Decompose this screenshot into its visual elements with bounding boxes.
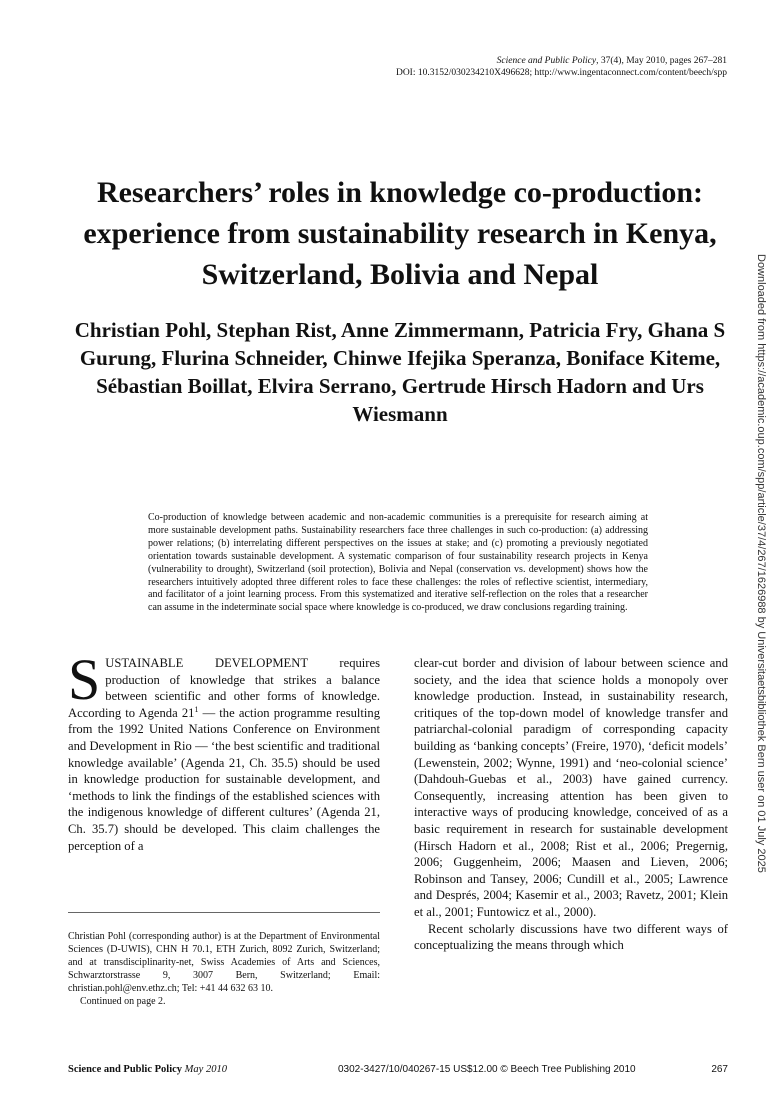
footer-issn: 0302-3427/10/040267-15 US$12.00 © Beech Tree Publishing 2010 — [338, 1064, 636, 1075]
doi-line: DOI: 10.3152/030234210X496628; http://www.ingentaconnect.com/content/beech/spp — [395, 68, 727, 78]
intro-small-caps: USTAINABLE DEVELOPMENT — [105, 656, 308, 670]
page-footer — [68, 1064, 728, 1078]
author-list: Christian Pohl, Stephan Rist, Anne Zimmermann, Patricia Fry, Ghana S Gurung, Flurina Schneider, Chinwe Ifejika Speranza, Boniface Kiteme, Sébastian Boillat, Elvira Serrano, Gertrude Hirsch Hadorn and Urs Wiesmann — [74, 318, 726, 426]
header-journal: Science and Public Policy — [496, 56, 597, 66]
header-citation: , 37(4), May 2010, pages 267–281 — [596, 56, 727, 66]
page-number: 267 — [711, 1064, 728, 1075]
footer-journal — [68, 1064, 227, 1075]
body-column-left — [68, 647, 380, 854]
footer-date: May 2010 — [184, 1064, 227, 1075]
footnote-continued: Continued on page 2. — [80, 996, 166, 1007]
body-column-right — [414, 655, 728, 954]
running-header — [396, 55, 727, 79]
download-watermark-text: Downloaded from https://academic.oup.com/spp/article/37/4/267/1626988 by Universitaetsbibliothek Bern user on 01 July 2025 — [755, 254, 767, 873]
citation-line — [396, 55, 727, 67]
author-footnote — [68, 930, 380, 1008]
footer-journal-name: Science and Public Policy — [68, 1064, 183, 1075]
footnote-divider — [68, 912, 380, 913]
article-title: Researchers’ roles in knowledge co-production: experience from sustainability research in Kenya, Switzerland, Bolivia and Nepal — [83, 176, 717, 291]
download-watermark — [747, 250, 771, 1090]
intro-paragraph — [68, 647, 380, 854]
paragraph-next: Recent scholarly discussions have two different ways of conceptualizing the means through which — [414, 921, 728, 953]
paragraph-continued: clear-cut border and division of labour between science and society, and the idea that science holds a monopoly over knowledge production. Instead, in sustainability research, critiques of the top-down model of knowledge transfer and patriarchal-colonial paradigm of corresponding capacity building as ‘banking concepts’ (Freire, 1970), ‘deficit models’ (Lewenstein, 2002; Wynne, 1991) and ‘neo-colonial science’ (Dahdouh-Guebas et al., 2003) have gained currency. Consequently, increasing attention has been given to interactive ways of producing knowledge, conceived of as a basic requirement in research for sustainable development (Hirsch Hadorn et al., 2008; Rist et al., 2006; Pregernig, 2006; Guggenheim, 2006; Maasen and Lieven, 2006; Robinson and Tansey, 2006; Cundill et al., 2005; Lawrence and Després, 2004; Kasemir et al., 2003; Ravetz, 2001; Klein et al., 2001; Funtowicz et al., 2000). — [414, 656, 728, 919]
intro-text-b: — the action programme resulting from the 1992 United Nations Conference on Environment and Development in Rio — ‘the best scientific and traditional knowledge available’ (Agenda 21, Ch. 35.5) should be used in knowledge production for sustainable development, and ‘methods to link the findings of the established sciences with the indigenous knowledge of different cultures’ (Agenda 21, Ch. 35.7) should be developed. This claim challenges the perception of a — [68, 705, 380, 853]
footnote-ref: 1 — [194, 704, 199, 714]
intro-text-a: requires production of knowledge that strikes a balance between scientific and other forms of knowledge. According to Agenda 21 — [68, 656, 380, 720]
drop-cap: S — [68, 647, 101, 712]
footnote-text: Christian Pohl (corresponding author) is at the Department of Environmental Sciences (D-UWIS), CHN H 70.1, ETH Zurich, 8092 Zurich, Switzerland; and at transdisciplinarity-net, Swiss Academies of Arts and Sciences, Schwarztorstrasse 9, 3007 Bern, Switzerland; Email: christian.pohl@env.ethz.ch; Tel: +41 44 632 63 10. — [68, 931, 380, 994]
abstract: Co-production of knowledge between academic and non-academic communities is a prerequisite for research aiming at more sustainable development paths. Sustainability researchers face three challenges in such co-production: (a) addressing power relations; (b) interrelating different perspectives on the issues at stake; and (c) promoting a previously negotiated orientation towards sustainable development. A systematic comparison of four sustainability research projects in Kenya (vulnerability to drought), Switzerland (soil protection), Bolivia and Nepal (conservation vs. development) shows how the researchers intuitively adopted three different roles to face these challenges: the roles of reflective scientist, intermediary, and facilitator of a joint learning process. From this systematized and iterative self-reflection on the roles that a researcher can assume in the indeterminate social space where knowledge is co-produced, we draw conclusions regarding training. — [148, 512, 648, 614]
